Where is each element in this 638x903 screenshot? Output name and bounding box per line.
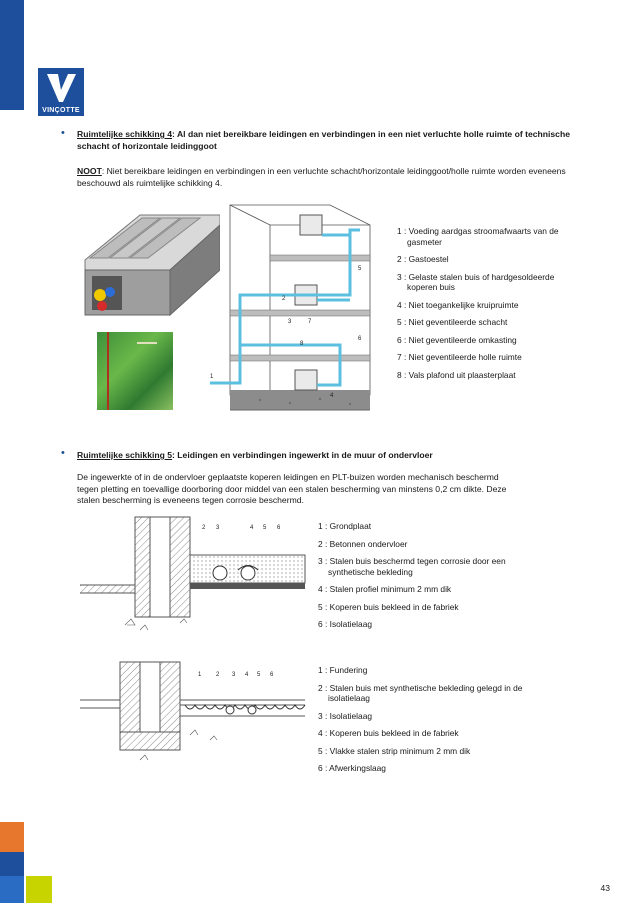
fig3-label-3: 3 [216, 525, 220, 531]
legend-item [318, 711, 578, 722]
legend-section1 [397, 226, 597, 387]
note-text: : Niet bereikbare leidingen en verbindingen in een verluchte schacht/horizontale leidinggoot/holle ruimte worden eveneens beschouwd als ruimtelijke schikking 4. [77, 166, 566, 188]
fig3-label-5: 5 [263, 525, 267, 531]
legend-item [318, 619, 578, 630]
fig4-label-1: 1 [198, 672, 202, 678]
fig-label-2: 2 [282, 296, 286, 302]
legend-item-text: 4 : Koperen buis bekleed in de fabriek [318, 728, 459, 738]
legend-item-text: 1 : Grondplaat [318, 521, 372, 531]
fig-label-6: 6 [358, 336, 362, 342]
section2-body: De ingewerkte of in de ondervloer geplaatste koperen leidingen en PLT-buizen worden mechanisch beschermd tegen pletting en toevallige doorboring door middel van een stalen bescherming van minstens 0,2 cm dikte. Deze stalen bescherming is eveneens tegen corrosie beschermd. [77, 472, 507, 505]
legend-item-text: 1 : Fundering [318, 665, 368, 675]
section1-title [77, 129, 587, 152]
legend-item [397, 254, 597, 265]
building-cross-section [200, 195, 400, 415]
left-bar-orange [0, 822, 24, 852]
fig4-label-4: 4 [245, 672, 249, 678]
legend-item-text: 6 : Isolatielaag [318, 619, 373, 629]
legend-item [318, 665, 578, 676]
section1-title-rest: : Al dan niet bereikbare leidingen en verbindingen in een niet verluchte holle ruimte of technische schacht of horizontale leidinggoot [77, 129, 570, 151]
legend-item-text: 5 : Koperen buis bekleed in de fabriek [318, 601, 459, 612]
legend-item-text: 6 : Afwerkingslaag [318, 763, 386, 773]
page-number: 43 [600, 883, 610, 893]
legend-item [397, 352, 597, 363]
legend-item-text: 4 : Stalen profiel minimum 2 mm dik [318, 584, 452, 594]
legend-item-text: 3 : Stalen buis beschermd tegen corrosie door een [318, 556, 506, 566]
logo-text: VINÇOTTE [42, 107, 80, 114]
note-label: NOOT [77, 166, 102, 176]
fig4-label-5: 5 [257, 672, 261, 678]
legend-section2a [318, 521, 578, 637]
fig3-label-4: 4 [250, 525, 254, 531]
bullet-1: • [61, 127, 65, 139]
fig-label-8: 8 [300, 341, 304, 347]
legend-item [318, 763, 578, 774]
legend-item-text: 8 : Vals plafond uit plaasterplaat [397, 369, 516, 380]
gutter-illustration [80, 200, 220, 325]
legend-item [318, 683, 578, 704]
section2-title [77, 450, 587, 462]
section1-note [77, 166, 587, 189]
legend-item-text: 5 : Vlakke stalen strip minimum 2 mm dik [318, 745, 471, 756]
fig4-label-6: 6 [270, 672, 274, 678]
legend-item [318, 521, 578, 532]
fig3-label-6: 6 [277, 525, 281, 531]
floor-section-diagram [80, 515, 310, 645]
legend-item [318, 746, 578, 757]
fig4-label-2: 2 [216, 672, 220, 678]
left-bar-blue [0, 852, 24, 876]
legend-item-continuation: isolatielaag [328, 693, 370, 703]
legend-section2b [318, 665, 578, 781]
legend-item-continuation: koperen buis [407, 282, 455, 292]
legend-item [397, 272, 597, 293]
legend-item-text: 5 : Niet geventileerde schacht [397, 317, 508, 327]
fig4-label-3: 3 [232, 672, 236, 678]
legend-item [397, 317, 597, 328]
legend-item [397, 300, 597, 311]
section2-title-rest: : Leidingen en verbindingen ingewerkt in de muur of ondervloer [172, 450, 433, 460]
fig-label-4: 4 [330, 393, 334, 399]
v-mark-icon [38, 68, 84, 108]
legend-item [318, 539, 578, 550]
legend-item-continuation: synthetische bekleding [328, 566, 413, 577]
fig-label-3: 3 [288, 319, 292, 325]
left-bar-top [0, 0, 24, 110]
legend-item-continuation: gasmeter [407, 236, 442, 247]
floor-photo [97, 332, 173, 410]
legend-item-text: 2 : Stalen buis met synthetische bekleding gelegd in de [318, 682, 523, 693]
bullet-2: • [61, 447, 65, 459]
legend-item [397, 226, 597, 247]
vincotte-logo [38, 68, 84, 116]
fig-label-7: 7 [308, 319, 312, 325]
legend-item-text: 6 : Niet geventileerde omkasting [397, 334, 517, 345]
fig-label-1: 1 [210, 374, 214, 380]
legend-item-text: 2 : Betonnen ondervloer [318, 538, 408, 549]
legend-item-text: 4 : Niet toegankelijke kruipruimte [397, 299, 519, 310]
foundation-section-diagram [80, 660, 310, 780]
legend-item-text: 1 : Voeding aardgas stroomafwaarts van de [397, 226, 559, 236]
legend-item [318, 602, 578, 613]
legend-item [397, 370, 597, 381]
section2-title-label: Ruimtelijke schikking 5 [77, 450, 173, 460]
fig3-label-2: 2 [202, 525, 206, 531]
legend-item [397, 335, 597, 346]
legend-item-text: 2 : Gastoestel [397, 254, 449, 264]
legend-item-text: 7 : Niet geventileerde holle ruimte [397, 352, 522, 362]
section1-title-label: Ruimtelijke schikking 4 [77, 129, 173, 139]
legend-item [318, 556, 578, 577]
legend-item [318, 584, 578, 595]
fig-label-5: 5 [358, 266, 362, 272]
bottom-lime-block [26, 876, 52, 903]
legend-item-text: 3 : Isolatielaag [318, 710, 373, 721]
legend-item [318, 728, 578, 739]
left-bar-darkblue [0, 876, 24, 903]
legend-item-text: 3 : Gelaste stalen buis of hardgesoldeerde [397, 271, 555, 282]
